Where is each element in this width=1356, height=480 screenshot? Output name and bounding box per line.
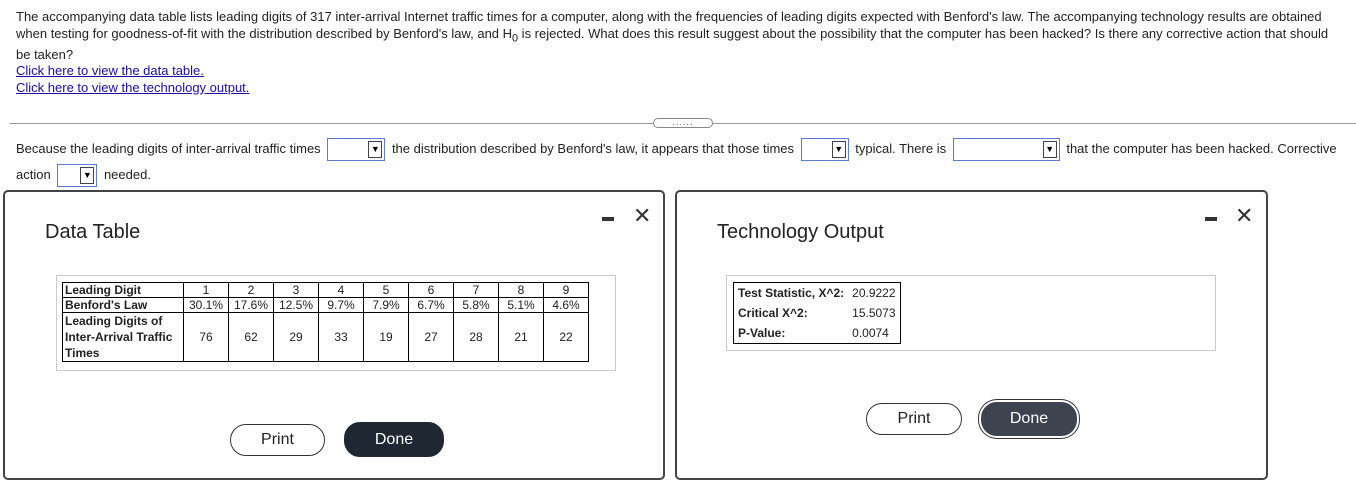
- stat-value: 15.5073: [852, 306, 896, 320]
- question-text-part2: is rejected. What does this result suggest about the possibility that the computer has been hacked? Is there any corrective action that should be taken?: [16, 25, 1329, 62]
- data-table: [62, 282, 589, 362]
- table-cell: 21: [499, 313, 544, 362]
- table-cell: 5.8%: [454, 298, 499, 313]
- stat-value: 20.9222: [852, 286, 896, 300]
- table-row: [63, 298, 589, 313]
- row-header: Leading Digits of Inter-Arrival Traffic Times: [63, 313, 184, 362]
- expander-handle[interactable]: ......: [653, 118, 713, 128]
- table-cell: 22: [544, 313, 589, 362]
- question-text: [16, 9, 1346, 96]
- stat-label: Test Statistic, X^2:: [738, 286, 845, 300]
- table-cell: 28: [454, 313, 499, 362]
- table-cell: 6.7%: [409, 298, 454, 313]
- close-icon[interactable]: ✕: [1235, 203, 1254, 228]
- answer-sentence: [16, 136, 1352, 188]
- table-cell: 7.9%: [364, 298, 409, 313]
- answer-text-2: the distribution described by Benford's law, it appears that those times: [391, 141, 795, 156]
- stat-label: Critical X^2:: [738, 306, 808, 320]
- print-button[interactable]: Print: [230, 424, 325, 456]
- data-table-link[interactable]: Click here to view the data table.: [16, 63, 204, 79]
- stat-label: P-Value:: [738, 326, 786, 340]
- question-body: [16, 9, 1346, 63]
- table-row: [734, 303, 901, 323]
- table-row: [63, 313, 589, 362]
- table-cell: 5: [364, 283, 409, 298]
- table-cell: 6: [409, 283, 454, 298]
- dropdown-evidence[interactable]: [953, 138, 1060, 161]
- table-cell: 8: [499, 283, 544, 298]
- row-header: Benford's Law: [63, 298, 184, 313]
- table-cell: 2: [229, 283, 274, 298]
- table-cell: 76: [184, 313, 229, 362]
- dialog-title: Technology Output: [717, 221, 884, 243]
- h0-subscript: 0: [512, 32, 519, 45]
- table-cell: 62: [229, 313, 274, 362]
- table-cell: 7: [454, 283, 499, 298]
- close-icon[interactable]: ✕: [633, 203, 652, 228]
- done-button[interactable]: Done: [981, 402, 1077, 436]
- table-cell: 9.7%: [319, 298, 364, 313]
- table-cell: 9: [544, 283, 589, 298]
- table-cell: 1: [184, 283, 229, 298]
- answer-text-3: typical. There is: [855, 141, 947, 156]
- data-table-dialog: [3, 190, 665, 480]
- minimize-icon[interactable]: [602, 217, 614, 221]
- table-cell: 30.1%: [184, 298, 229, 313]
- table-row: [734, 323, 901, 344]
- row-header: Leading Digit: [63, 283, 184, 298]
- table-cell: 4.6%: [544, 298, 589, 313]
- stat-value: 0.0074: [852, 326, 889, 340]
- table-cell: 33: [319, 313, 364, 362]
- minimize-icon[interactable]: [1205, 217, 1217, 221]
- table-cell: 12.5%: [274, 298, 319, 313]
- dropdown-arrow-icon: ▼: [832, 141, 846, 158]
- done-button[interactable]: Done: [344, 422, 444, 457]
- dropdown-arrow-icon: ▼: [1043, 141, 1057, 158]
- table-row: [63, 283, 589, 298]
- tech-output-table: [733, 282, 901, 344]
- tech-output-link[interactable]: Click here to view the technology output.: [16, 79, 250, 95]
- question-text-part1: The accompanying data table lists leading digits of 317 inter-arrival Internet traffic times for a computer, along with the frequencies of leading digits expected with Benford's law. The accompanying technology results are obtained when testing for goodness-of-fit with the distribution described by Benford's law, and H: [16, 9, 1322, 41]
- print-button[interactable]: Print: [866, 403, 962, 435]
- dropdown-conform[interactable]: [327, 138, 385, 161]
- dropdown-arrow-icon: ▼: [368, 141, 382, 158]
- dialog-title: Data Table: [45, 221, 141, 243]
- dropdown-action[interactable]: [57, 164, 97, 187]
- answer-text-1: Because the leading digits of inter-arrival traffic times: [16, 141, 321, 156]
- dropdown-arrow-icon: ▼: [80, 167, 94, 184]
- table-cell: 5.1%: [499, 298, 544, 313]
- table-cell: 29: [274, 313, 319, 362]
- tech-output-frame: [726, 275, 1216, 351]
- table-row: [734, 283, 901, 304]
- data-table-frame: [56, 275, 616, 371]
- table-cell: 17.6%: [229, 298, 274, 313]
- tech-output-dialog: [675, 190, 1268, 480]
- table-cell: 27: [409, 313, 454, 362]
- dropdown-typical[interactable]: [801, 138, 849, 161]
- answer-text-4: that the computer has been hacked. Corrective action: [16, 141, 1337, 182]
- table-cell: 3: [274, 283, 319, 298]
- answer-text-5: needed.: [103, 167, 151, 182]
- table-cell: 19: [364, 313, 409, 362]
- table-cell: 4: [319, 283, 364, 298]
